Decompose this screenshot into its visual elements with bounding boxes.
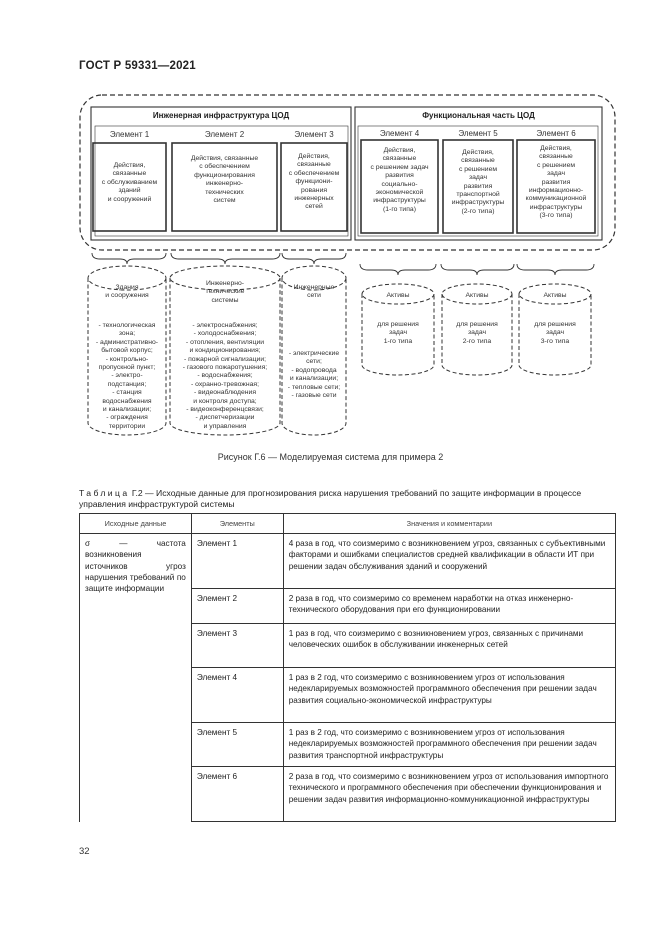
element-title-1: Элемент 1 [109,130,150,139]
table-caption-label: Таблица [79,488,130,498]
resource-title-6: Активы [543,292,567,299]
value-cell: 2 раза в год, что соизмеримо со временем наработки на отказ инженерно-технического оборудования при его функционировании [283,589,615,624]
brace-2 [171,253,280,264]
element-title-4: Элемент 4 [379,129,420,138]
group-title-functional: Функциональная часть ЦОД [422,111,535,120]
table-row [80,534,616,589]
element-action-3: Действия, связанные с обеспечением функциони- рования инженерных сетей [288,153,340,211]
brace-1 [92,253,166,264]
element-cell: Элемент 4 [191,668,283,723]
resource-items-6: для решения задач 3-го типа [534,321,576,345]
resource-title-4: Активы [386,292,410,299]
element-title-6: Элемент 6 [536,129,576,138]
element-action-1: Действия, связанные с обслуживанием зданий и сооружений [101,162,158,203]
brace-4 [360,264,436,275]
element-title-5: Элемент 5 [458,129,498,138]
element-cell: Элемент 1 [191,534,283,589]
resource-title-3: Инженерные сети [293,284,335,300]
table-caption-text: Г.2 — Исходные данные для прогнозирования риска нарушения требований по защите информации в процессе управления инфраструктурой системы [79,488,582,509]
group-title-infrastructure: Инженерная инфраструктура ЦОД [152,111,290,120]
page-number: 32 [79,846,90,857]
figure-caption: Рисунок Г.6 — Моделируемая система для примера 2 [217,452,444,462]
resource-items-5: для решения задач 2-го типа [456,321,498,345]
resource-title-5: Активы [465,292,489,299]
value-cell: 1 раз в 2 год, что соизмеримо с возникновением угроз от использования недекларируемых возможностей программного обеспечения при решении задач развития социально-экономической инфраструктуры [283,668,615,723]
brace-5 [441,264,514,275]
element-cell: Элемент 5 [191,723,283,767]
value-cell: 1 раз в 2 год, что соизмеримо с возникновением угроз от использования недекларируемых возможностей программного обеспечения при решении задач развития транспортной инфраструктуры [283,723,615,767]
element-cell: Элемент 3 [191,624,283,668]
resource-items-1: - технологическая зона; - административно- бытовой корпус; - контрольно- пропускной пункт; - электро- подстанция; - станция водоснабжения и канализации; - ограждения территории [95,322,159,430]
col-header-source: Исходные данные [80,514,192,534]
col-header-elements: Элементы [191,514,283,534]
resource-title-1: Здания и сооружения [105,284,149,300]
element-action-2: Действия, связанные с обеспечением функционирования инженерно- технических систем [190,155,259,205]
table-caption [79,488,619,510]
element-action-6: Действия, связанные с решением задач развития информационно- коммуникационной инфраструктуры (3-го типа) [525,145,587,220]
resource-title-2: Инженерно- технические системы [205,280,245,304]
element-action-5: Действия, связанные с решением задач развития транспортной инфраструктуры (2-го типа) [451,149,505,215]
element-cell: Элемент 6 [191,767,283,822]
element-action-4: Действия, связанные с решением задач развития социально- экономической инфраструктуры (1-го типа) [370,147,429,213]
value-cell: 1 раз в год, что соизмеримо с возникновением угроз, связанных с причинами человеческих ошибок в обслуживании инженерных сетей [283,624,615,668]
data-table [79,513,616,822]
brace-6 [517,264,594,275]
col-header-values: Значения и комментарии [283,514,615,534]
resource-items-4: для решения задач 1-го типа [377,321,419,345]
element-title-2: Элемент 2 [204,130,245,139]
resource-items-3: - электрические сети; - водопровода и канализации; - тепловые сети; - газовые сети [287,350,341,400]
source-data-cell: σ — частота возникновения источников угроз нарушения требований по защите информации [80,534,192,822]
brace-3 [282,253,346,264]
value-cell: 2 раза в год, что соизмеримо с возникновением угроз от использования импортного технического и программного обеспечения при обеспечении функционирования и решении задач развития информационно-коммуникационной инфраструктуры [283,767,615,822]
document-header: ГОСТ Р 59331—2021 [79,60,196,72]
element-cell: Элемент 2 [191,589,283,624]
element-title-3: Элемент 3 [294,130,334,139]
value-cell: 4 раза в год, что соизмеримо с возникновением угроз, связанных с субъективными факторами и ошибками специалистов средней квалификации в области ИТ при решении задач обслуживания зданий и сооружений [283,534,615,589]
resource-items-2: - электроснабжения; - холодоснабжения; - отопления, вентиляции и кондиционирования; - пожарной сигнализации; - газового пожаротушения; - водоснабжения; - охранно-тревожная; - видеонаблюдения и контроля доступа; - видеоконференцсвязи; - диспетчеризации и управления [182,322,268,430]
